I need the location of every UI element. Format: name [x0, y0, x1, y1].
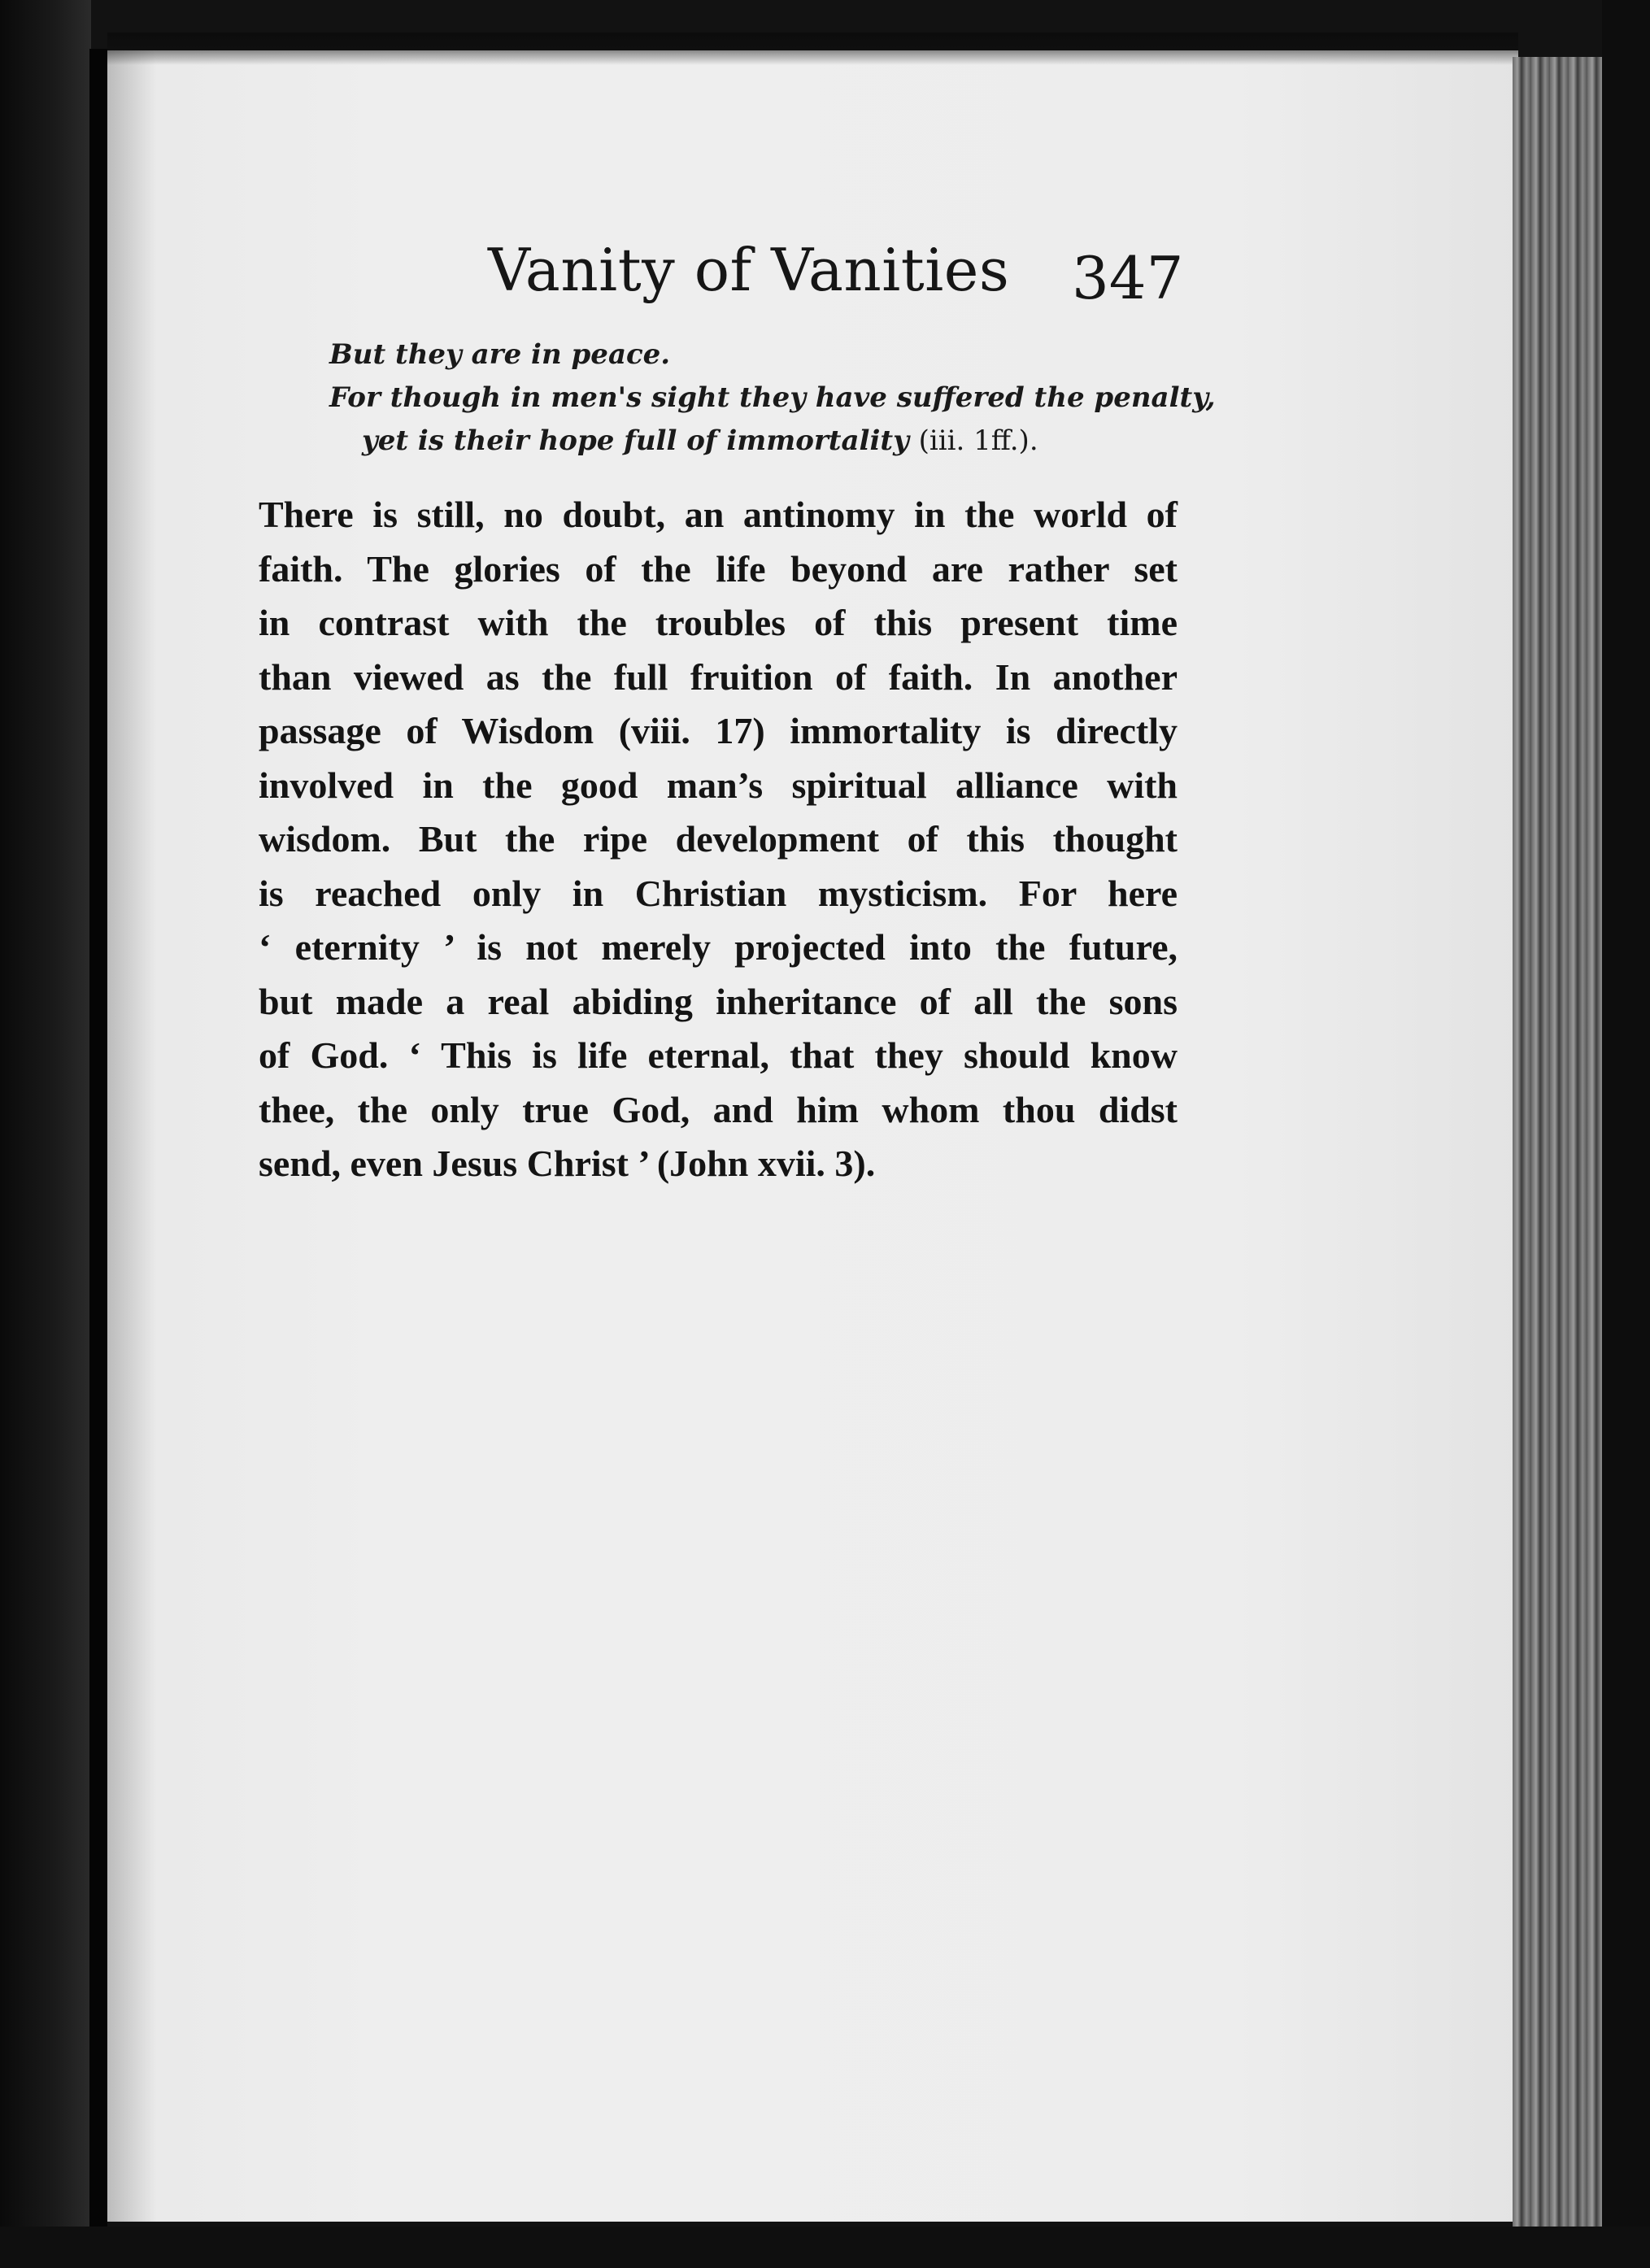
left-binding-rule [89, 49, 107, 2244]
scripture-quote [329, 333, 1224, 463]
body-line: send, even Jesus Christ ’ (John xvii. 3). [259, 1143, 876, 1184]
quote-reference: (iii. 1ff.). [918, 424, 1038, 457]
gutter-shadow [107, 50, 156, 2222]
right-scan-edge [1602, 0, 1650, 2268]
body-line: is reached only in Christian mysticism. For here [259, 872, 1178, 914]
body-line: involved in the good man’s spiritual alliance with [259, 764, 1178, 806]
body-line: thee, the only true God, and him whom thou didst [259, 1088, 1178, 1130]
body-line: in contrast with the troubles of this present time [259, 602, 1178, 643]
body-line: faith. The glories of the life beyond are rather set [259, 547, 1178, 590]
quote-line: For though in men's sight they have suffered the penalty, [329, 381, 1216, 414]
left-scan-edge [0, 0, 91, 2268]
body-line: of God. ‘ This is life eternal, that they should know [259, 1034, 1178, 1076]
body-paragraph [259, 488, 1178, 1191]
right-page-edges [1513, 57, 1602, 2253]
body-line: wisdom. But the ripe development of this thought [259, 818, 1178, 860]
running-title: Vanity of Vanities [488, 236, 1010, 304]
bottom-scan-edge [0, 2227, 1650, 2268]
body-line: ‘ eternity ’ is not merely projected into the future, [259, 926, 1178, 968]
body-line: but made a real abiding inheritance of all the sons [259, 980, 1178, 1022]
body-line: There is still, no doubt, an antinomy in the world of [259, 494, 1178, 535]
page-number: 347 [1072, 244, 1184, 312]
quote-line: But they are in peace. [329, 338, 671, 371]
top-scan-shadow [107, 33, 1518, 65]
body-line: passage of Wisdom (viii. 17) immortality is directly [259, 710, 1178, 751]
quote-line [329, 420, 1224, 463]
quote-line-text: yet is their hope full of immortality [362, 424, 909, 457]
body-line: than viewed as the full fruition of faith. In another [259, 655, 1178, 698]
